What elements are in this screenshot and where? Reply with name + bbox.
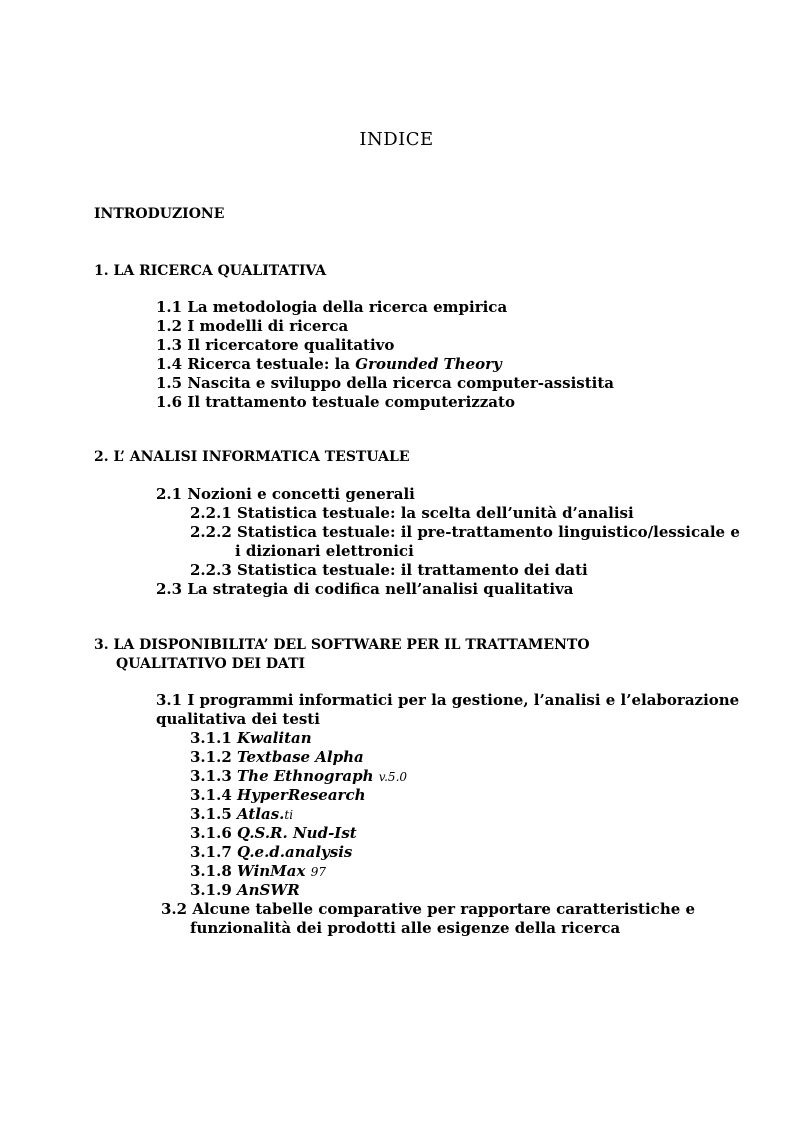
software-number: 3.1.6 bbox=[190, 824, 232, 842]
toc-item-1-2: 1.2 I modelli di ricerca bbox=[156, 317, 349, 335]
chapter-2-heading: 2. L’ ANALISI INFORMATICA TESTUALE bbox=[94, 449, 410, 465]
software-number: 3.1.3 bbox=[190, 767, 232, 785]
toc-item-1-1: 1.1 La metodologia della ricerca empirica bbox=[156, 298, 508, 316]
software-suffix: ti bbox=[284, 808, 294, 822]
page-title: INDICE bbox=[359, 129, 434, 150]
toc-item-3-1-7 bbox=[190, 843, 352, 862]
toc-item-2-2-1: 2.2.1 Statistica testuale: la scelta dell’unità d’analisi bbox=[190, 504, 634, 522]
software-number: 3.1.4 bbox=[190, 786, 232, 804]
software-number: 3.1.1 bbox=[190, 729, 232, 747]
toc-item-1-6: 1.6 Il trattamento testuale computerizzato bbox=[156, 393, 515, 411]
toc-item-1-4-label: 1.4 Ricerca testuale: la bbox=[156, 355, 351, 373]
chapter-3-heading-line2: QUALITATIVO DEI DATI bbox=[116, 656, 306, 672]
software-name: HyperResearch bbox=[237, 786, 366, 804]
software-name: AnSWR bbox=[237, 881, 300, 899]
toc-item-2-1: 2.1 Nozioni e concetti generali bbox=[156, 485, 415, 503]
toc-introduction: INTRODUZIONE bbox=[94, 206, 225, 222]
toc-item-1-5: 1.5 Nascita e sviluppo della ricerca computer-assistita bbox=[156, 374, 614, 392]
toc-item-3-1-2 bbox=[190, 748, 364, 767]
toc-item-1-4-italic: Grounded Theory bbox=[355, 355, 502, 373]
toc-item-3-1-6 bbox=[190, 824, 357, 843]
toc-item-2-2-2: 2.2.2 Statistica testuale: il pre-trattamento linguistico/lessicale e bbox=[190, 523, 740, 541]
toc-item-3-1-cont: qualitativa dei testi bbox=[156, 710, 320, 728]
toc-item-3-1-5 bbox=[190, 805, 293, 825]
software-number: 3.1.5 bbox=[190, 805, 232, 823]
toc-item-3-1: 3.1 I programmi informatici per la gestione, l’analisi e l’elaborazione bbox=[156, 691, 740, 709]
toc-item-3-1-3 bbox=[190, 767, 407, 787]
toc-item-3-2-cont: funzionalità dei prodotti alle esigenze della ricerca bbox=[190, 919, 621, 937]
software-name: Textbase Alpha bbox=[237, 748, 364, 766]
toc-item-3-1-9 bbox=[190, 881, 300, 900]
software-name: Atlas. bbox=[237, 805, 285, 823]
software-version: 97 bbox=[310, 865, 326, 879]
toc-item-3-1-1 bbox=[190, 729, 312, 748]
toc-item-3-2: 3.2 Alcune tabelle comparative per rapportare caratteristiche e bbox=[161, 900, 696, 918]
software-name: Q.S.R. Nud-Ist bbox=[237, 824, 357, 842]
software-version: v.5.0 bbox=[378, 770, 408, 784]
toc-item-2-2-2-cont: i dizionari elettronici bbox=[235, 542, 414, 560]
software-name: Kwalitan bbox=[237, 729, 312, 747]
chapter-1-heading: 1. LA RICERCA QUALITATIVA bbox=[94, 263, 327, 279]
toc-item-3-1-4 bbox=[190, 786, 365, 805]
software-name: WinMax bbox=[237, 862, 306, 880]
toc-item-1-4 bbox=[156, 355, 502, 374]
toc-item-2-3: 2.3 La strategia di codifica nell’analisi qualitativa bbox=[156, 580, 574, 598]
software-number: 3.1.7 bbox=[190, 843, 232, 861]
software-number: 3.1.8 bbox=[190, 862, 232, 880]
software-number: 3.1.9 bbox=[190, 881, 232, 899]
chapter-3-heading-line1: 3. LA DISPONIBILITA’ DEL SOFTWARE PER IL TRATTAMENTO bbox=[94, 637, 590, 653]
toc-item-3-1-8 bbox=[190, 862, 326, 882]
toc-item-1-3: 1.3 Il ricercatore qualitativo bbox=[156, 336, 395, 354]
software-name: The Ethnograph bbox=[237, 767, 374, 785]
toc-item-2-2-3: 2.2.3 Statistica testuale: il trattamento dei dati bbox=[190, 561, 588, 579]
software-number: 3.1.2 bbox=[190, 748, 232, 766]
software-name: Q.e.d.analysis bbox=[237, 843, 353, 861]
